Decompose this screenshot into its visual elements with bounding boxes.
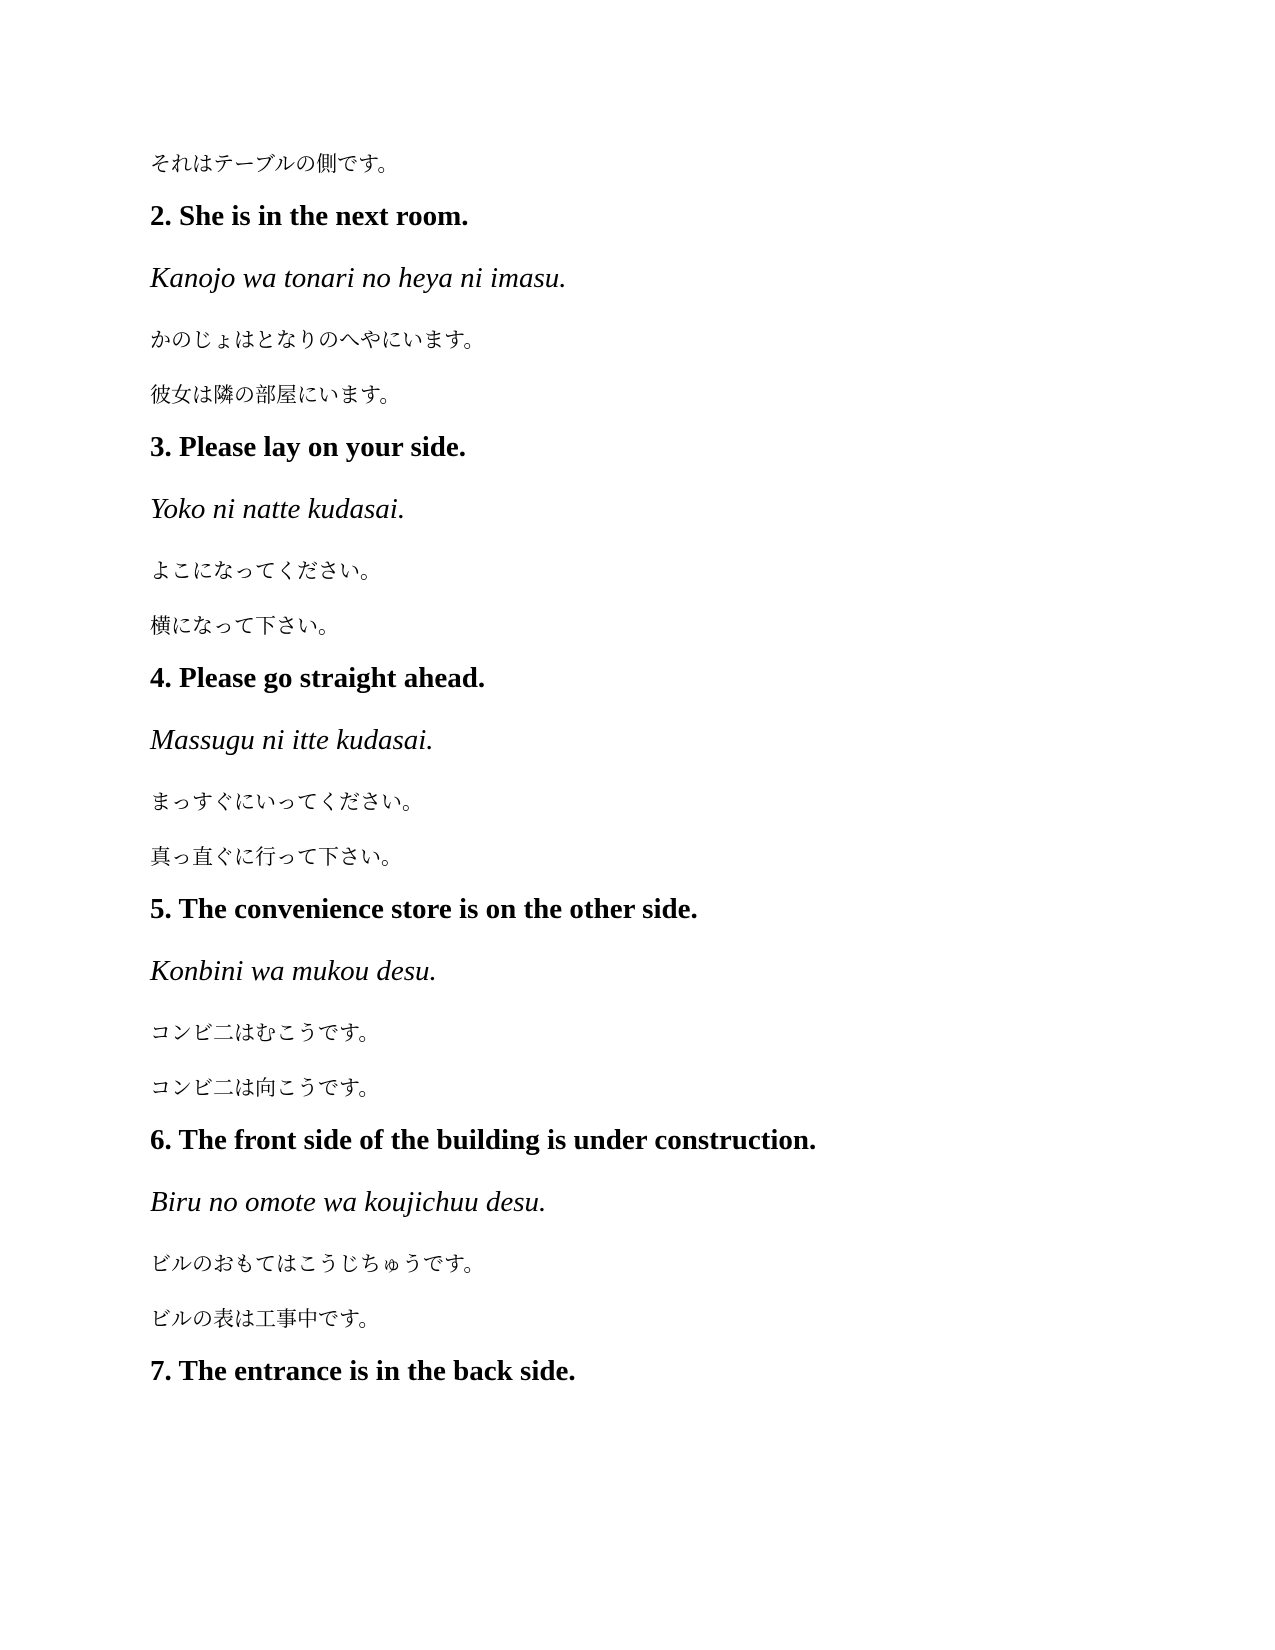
entry-romaji-5: Konbini wa mukou desu.	[150, 955, 437, 987]
entry-kanji-6: ビルの表は工事中です。	[150, 1307, 380, 1331]
entry-kana-6: ビルのおもてはこうじちゅうです。	[150, 1252, 485, 1276]
intro-kanji-sentence: それはテーブルの側です。	[150, 152, 399, 176]
entry-heading-4: 4. Please go straight ahead.	[150, 662, 486, 694]
entry-romaji-4: Massugu ni itte kudasai.	[150, 724, 434, 756]
entry-romaji-2: Kanojo wa tonari no heya ni imasu.	[150, 262, 567, 294]
entry-kanji-3: 横になって下さい。	[150, 614, 339, 638]
entry-heading-5: 5. The convenience store is on the other side.	[150, 893, 698, 925]
entry-heading-6: 6. The front side of the building is under construction.	[150, 1124, 817, 1156]
entry-heading-2: 2. She is in the next room.	[150, 200, 469, 232]
entry-kanji-4: 真っ直ぐに行って下さい。	[150, 845, 402, 869]
entry-kana-2: かのじょはとなりのへやにいます。	[150, 328, 485, 352]
entry-heading-3: 3. Please lay on your side.	[150, 431, 467, 463]
entry-kana-5: コンビ二はむこうです。	[150, 1021, 380, 1045]
entry-kana-3: よこになってください。	[150, 559, 381, 583]
entry-heading-7: 7. The entrance is in the back side.	[150, 1355, 576, 1387]
entry-kana-4: まっすぐにいってください。	[150, 790, 423, 814]
entry-kanji-2: 彼女は隣の部屋にいます。	[150, 383, 401, 407]
entry-kanji-5: コンビ二は向こうです。	[150, 1076, 380, 1100]
entry-romaji-6: Biru no omote wa koujichuu desu.	[150, 1186, 547, 1218]
entry-romaji-3: Yoko ni natte kudasai.	[150, 493, 406, 525]
